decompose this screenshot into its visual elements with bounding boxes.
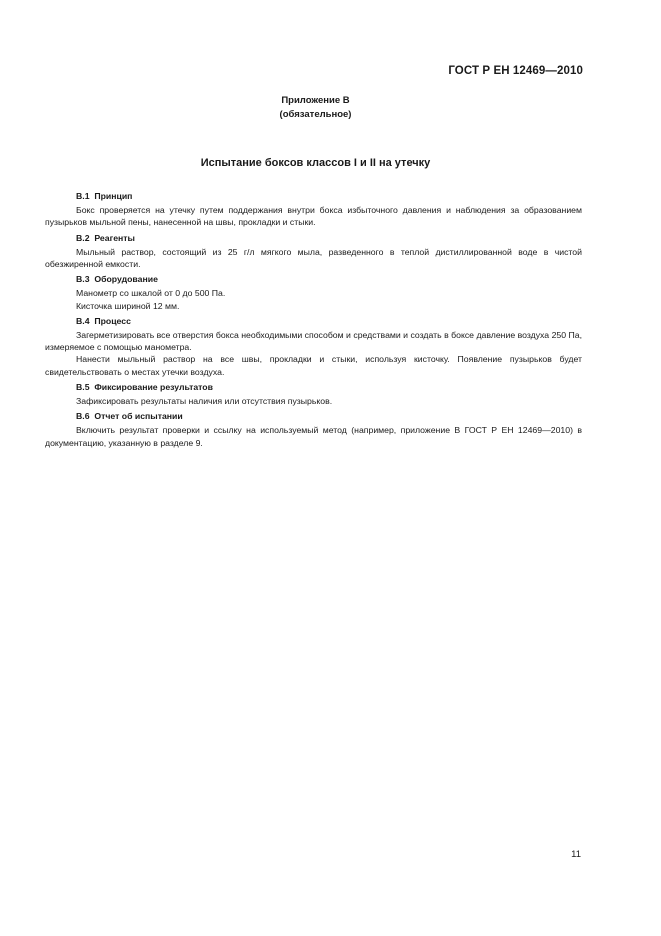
appendix-status: (обязательное) xyxy=(279,109,352,120)
section-b4 xyxy=(45,315,582,378)
section-b1 xyxy=(45,190,582,229)
section-title: Испытание боксов классов I и II на утечку xyxy=(200,157,431,169)
appendix-heading xyxy=(0,94,631,122)
section-heading-title: Принцип xyxy=(94,191,133,201)
section-heading xyxy=(45,190,582,202)
section-heading-title: Процесс xyxy=(94,315,131,326)
section-number: В.2 xyxy=(76,232,90,243)
section-number: В.1 xyxy=(76,191,90,201)
section-b6 xyxy=(45,410,582,449)
section-number: В.3 xyxy=(76,274,90,285)
appendix-title: Приложение В xyxy=(281,95,350,106)
paragraph: Кисточка шириной 12 мм. xyxy=(76,300,180,311)
section-b3 xyxy=(45,273,582,312)
section-heading-title: Отчет об испытании xyxy=(94,411,183,422)
section-number: В.4 xyxy=(76,315,90,326)
paragraph: Бокс проверяется на утечку путем поддержания внутри бокса избыточного давления и наблюдения за образованием пузырьков мыльной пены, нанесенной на швы, прокладки и стыки. xyxy=(45,205,582,228)
section-heading-title: Оборудование xyxy=(94,274,158,285)
paragraph: Мыльный раствор, состоящий из 25 г/л мягкого мыла, разведенного в теплой дистиллированной воде в чистой обезжиренной емкости. xyxy=(45,246,582,270)
section-number: В.6 xyxy=(76,411,90,422)
document-body xyxy=(45,190,582,452)
section-heading xyxy=(45,232,582,244)
paragraph: Включить результат проверки и ссылку на используемый метод (например, приложение В ГОСТ Р ЕН 12469—2010) в документацию, указанную в разделе 9. xyxy=(45,425,582,448)
section-heading-title: Фиксирование результатов xyxy=(94,381,213,392)
section-heading xyxy=(45,410,582,422)
section-heading xyxy=(45,273,582,285)
paragraph: Зафиксировать результаты наличия или отсутствия пузырьков. xyxy=(76,396,333,407)
section-number: В.5 xyxy=(76,381,90,392)
paragraph: Нанести мыльный раствор на все швы, прокладки и стыки, используя кисточку. Появление пузырьков будет свидетельствовать о местах утечки воздуха. xyxy=(45,354,582,377)
paragraph: Манометр со шкалой от 0 до 500 Па. xyxy=(76,288,226,299)
paragraph: Загерметизировать все отверстия бокса необходимыми способом и средствами и создать в боксе давление воздуха 250 Па, измеряемое с помощью манометра. xyxy=(45,330,582,353)
section-heading xyxy=(45,381,582,393)
section-b5 xyxy=(45,381,582,407)
page-number: 11 xyxy=(571,849,581,860)
document-code: ГОСТ Р ЕН 12469—2010 xyxy=(448,65,583,77)
section-heading-title: Реагенты xyxy=(94,232,135,243)
section-b2 xyxy=(45,232,582,271)
section-heading xyxy=(45,315,582,327)
